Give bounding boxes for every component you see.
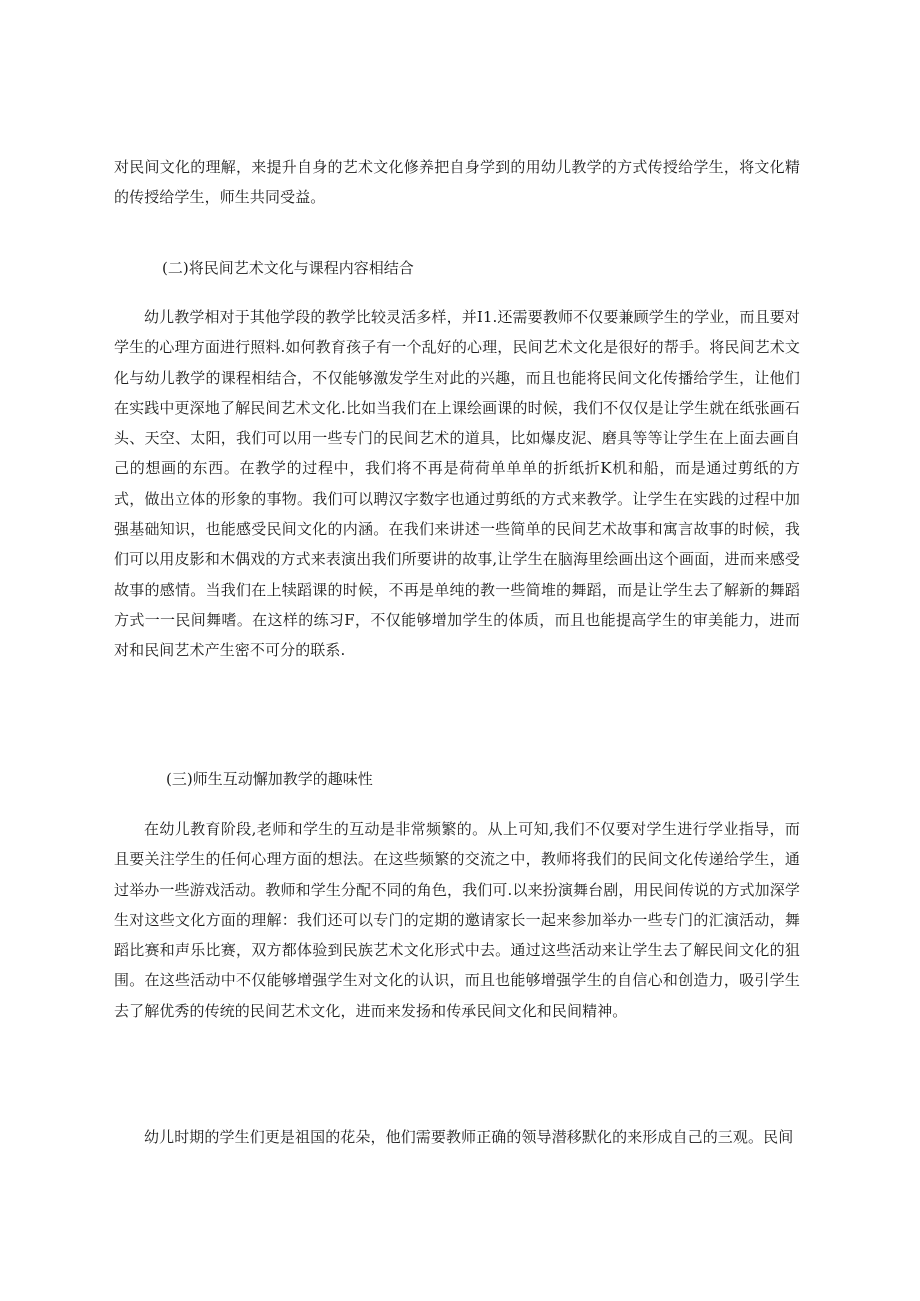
paragraph-closing: 幼儿时期的学生们更是祖国的花朵，他们需要教师正确的领导潜移默化的来形成自己的三观。民间 bbox=[144, 1128, 794, 1146]
paragraph-intro: 对民间文化的理解，来提升自身的艺术文化修养把自身学到的用幼儿教学的方式传授给学生，将文化精的传授给学生，师生共同受益。 bbox=[114, 158, 800, 207]
section-heading-2: (二)将民间艺术文化与课程内容相结合 bbox=[162, 259, 414, 277]
paragraph-section-2: 幼儿教学相对于其他学段的教学比较灵活多样，并I1.还需要教师不仅要兼顾学生的学业，而且要对学生的心理方面进行照料.如何教育孩子有一个乱好的心理，民间艺术文化是很好的帮手。将民间艺术文化与幼儿教学的课程相结合，不仅能够激发学生对此的兴趣，而且也能将民间文化传播给学生，让他们在实践中更深地了解民间艺术文化.比如当我们在上课绘画课的时候，我们不仅仅是让学生就在纸张画石头、天空、太阳，我们可以用一些专门的民间艺术的道具，比如爆皮泥、磨具等等让学生在上面去画自己的想画的东西。在教学的过程中，我们将不再是荷荷单单单的折纸折K机和船，而是通过剪纸的方式，做出立体的形象的事物。我们可以聘汉字数字也通过剪纸的方式来教学。让学生在实践的过程中加强基础知识，也能感受民间文化的内涵。在我们来讲述一些简单的民间艺术故事和寓言故事的时候，我们可以用皮影和木偶戏的方式来表演出我们所要讲的故事,让学生在脑海里绘画出这个画面，进而来感受故事的感情。当我们在上犊蹈课的时候，不再是单纯的教一些简堆的舞蹈，而是让学生去了解新的舞蹈方式一一民间舞嗜。在这样的练习F，不仅能够增加学生的体质，而且也能提高学生的审美能力，进而对和民间艺术产生密不可分的联系. bbox=[114, 308, 800, 660]
section-heading-3: (三)师生互动懈加教学的趣味性 bbox=[166, 770, 373, 788]
paragraph-section-3: 在幼儿教育阶段,老师和学生的互动是非常频繁的。从上可知,我们不仅要对学生进行学业指导，而且要关注学生的任何心理方面的想法。在这些频繁的交流之中，教师将我们的民间文化传递给学生，通过举办一些游戏活动。教师和学生分配不同的角色，我们可.以来扮演舞台剧，用民间传说的方式加深学生对这些文化方面的理解：我们还可以专门的定期的邀请家长一起来参加举办一些专门的汇演活动，舞蹈比赛和声乐比赛，双方都体验到民族艺术文化形式中去。通过这些活动来让学生去了解民间文化的狙围。在这些活动中不仅能够增强学生对文化的认识，而且也能够增强学生的自信心和创造力，吸引学生去了解优秀的传统的民间艺术文化，进而来发扬和传承民间文化和民间精神。 bbox=[114, 820, 800, 1020]
